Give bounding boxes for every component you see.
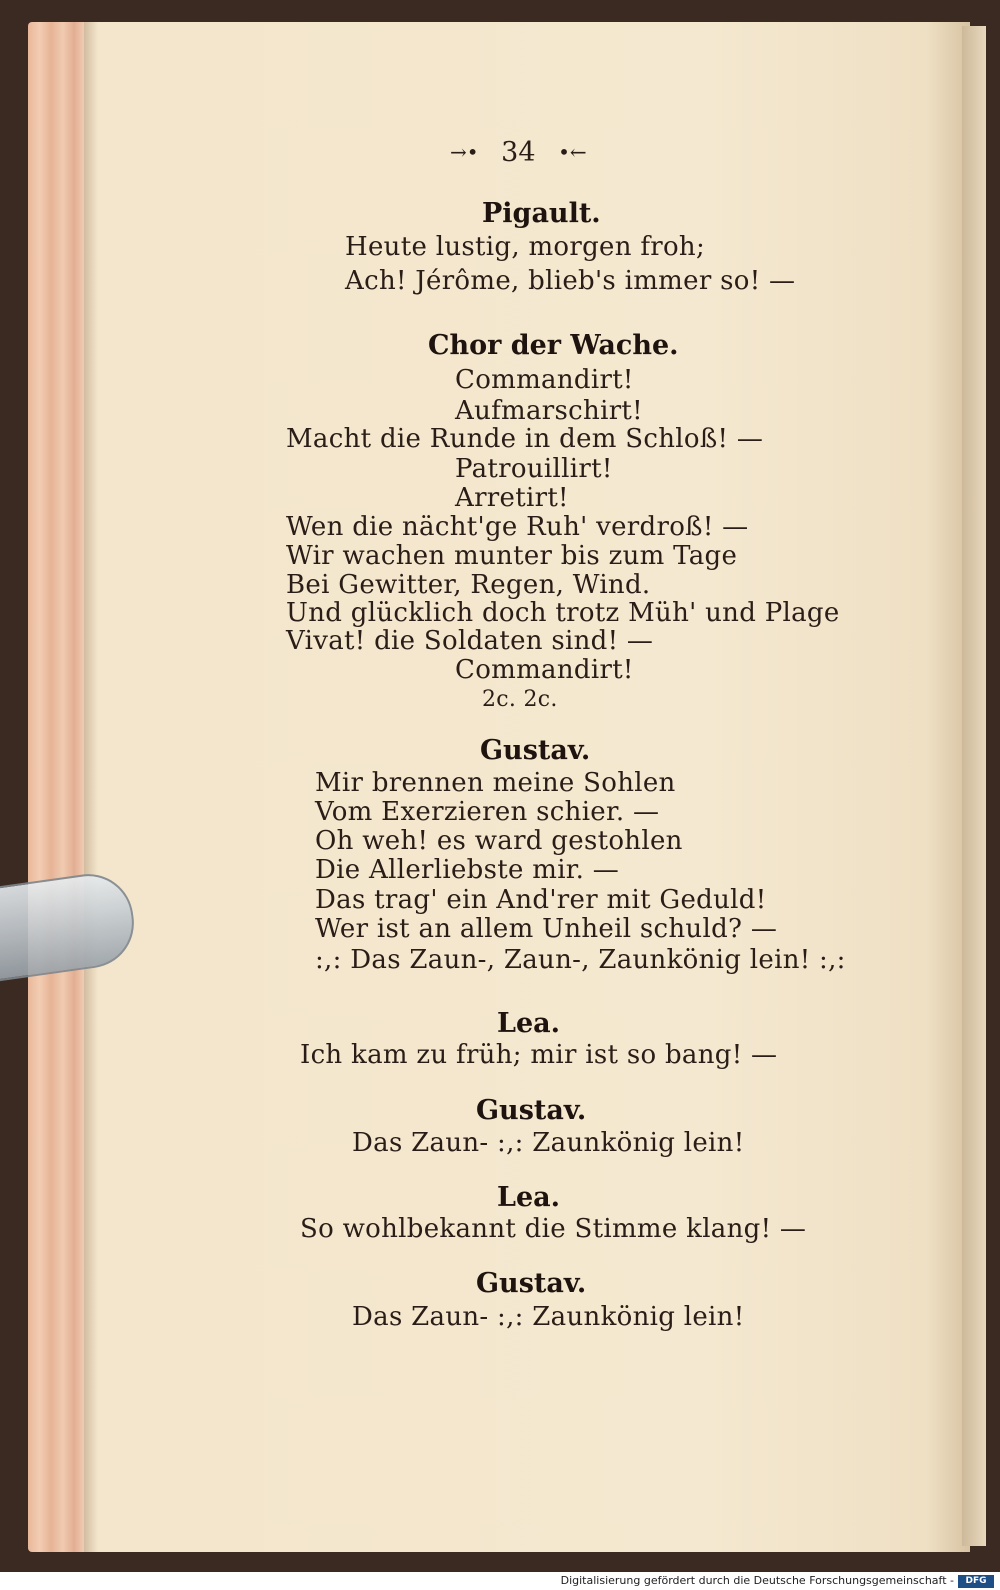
text-line: Heute lustig, morgen froh; [345, 232, 706, 262]
dfg-logo: DFG [958, 1575, 994, 1588]
text-line: Das Zaun- :,: Zaunkönig lein! [352, 1302, 745, 1332]
ornament-right: •← [558, 140, 587, 164]
page-edges [28, 22, 86, 1552]
text-line: Ich kam zu früh; mir ist so bang! — [300, 1040, 778, 1070]
page-number [450, 137, 587, 168]
text-line: Ach! Jérôme, blieb's immer so! — [345, 266, 796, 296]
text-line: Oh weh! es ward gestohlen [315, 826, 683, 856]
speaker-name: Chor der Wache. [428, 330, 679, 361]
text-line: Und glücklich doch trotz Müh' und Plage [286, 598, 840, 628]
speaker-name: Gustav. [476, 1095, 587, 1126]
text-line: Aufmarschirt! [455, 396, 643, 426]
text-line: Bei Gewitter, Regen, Wind. [286, 570, 651, 600]
text-line: Commandirt! [455, 365, 634, 395]
text-line: Commandirt! [455, 655, 634, 685]
text-line: Wen die nächt'ge Ruh' verdroß! — [286, 512, 749, 542]
speaker-name: Gustav. [480, 735, 591, 766]
speaker-name: Pigault. [482, 198, 601, 229]
footer-bar [0, 1574, 1000, 1590]
text-line: 2c. 2c. [482, 687, 558, 712]
text-line: Vivat! die Soldaten sind! — [286, 626, 654, 656]
text-line: Arretirt! [455, 483, 569, 513]
ornament-left: →• [450, 140, 479, 164]
text-line: Das Zaun- :,: Zaunkönig lein! [352, 1128, 745, 1158]
text-line: Vom Exerzieren schier. — [315, 797, 660, 827]
page-number-value: 34 [501, 137, 536, 168]
footer-credit: Digitalisierung gefördert durch die Deutsche Forschungsgemeinschaft - [560, 1574, 954, 1587]
text-line: So wohlbekannt die Stimme klang! — [300, 1214, 807, 1244]
text-line: Das trag' ein And'rer mit Geduld! [315, 885, 767, 915]
speaker-name: Lea. [497, 1008, 561, 1039]
text-line: Die Allerliebste mir. — [315, 855, 620, 885]
text-line: Patrouillirt! [455, 454, 613, 484]
text-line: Wer ist an allem Unheil schuld? — [315, 914, 778, 944]
text-line: Mir brennen meine Sohlen [315, 768, 676, 798]
page-right-edge [962, 26, 986, 1546]
text-line: Wir wachen munter bis zum Tage [286, 541, 738, 571]
speaker-name: Gustav. [476, 1268, 587, 1299]
text-line: :,: Das Zaun-, Zaun-, Zaunkönig lein! :,: [315, 945, 846, 975]
text-line: Macht die Runde in dem Schloß! — [286, 424, 764, 454]
speaker-name: Lea. [497, 1182, 561, 1213]
gutter-shadow [84, 22, 98, 1552]
